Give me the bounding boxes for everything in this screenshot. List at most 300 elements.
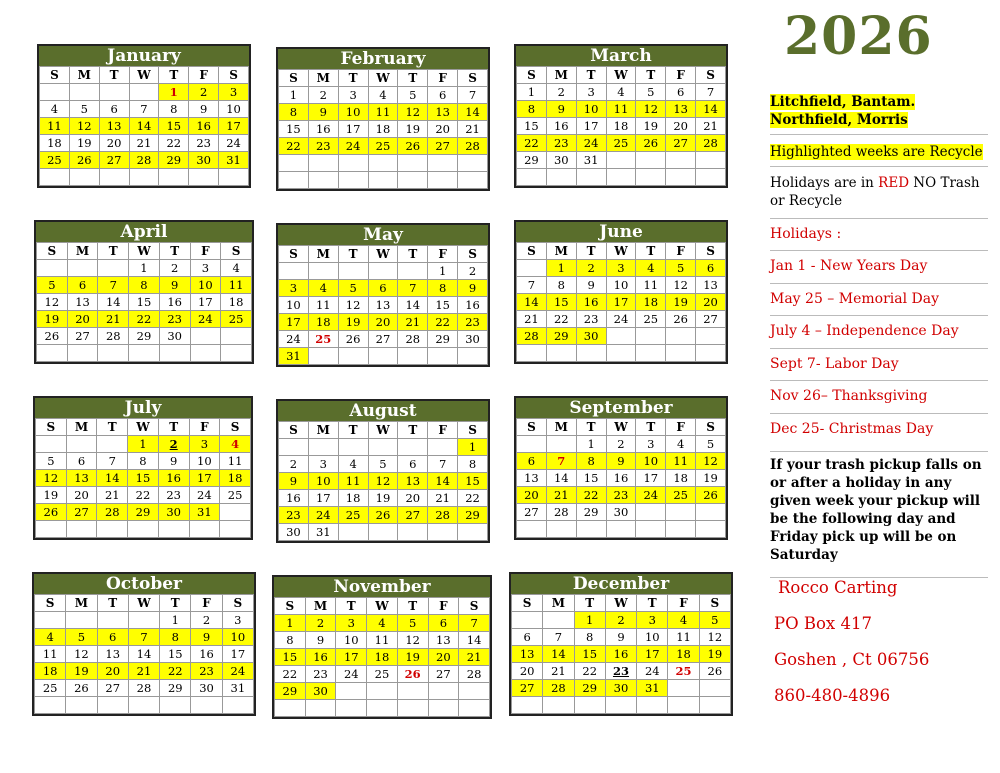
day-cell: 1 xyxy=(129,260,160,277)
empty-cell xyxy=(367,700,398,717)
empty-cell xyxy=(398,348,428,365)
day-cell: 17 xyxy=(606,294,636,311)
day-cell: 21 xyxy=(543,663,574,680)
day-cell: 4 xyxy=(35,629,66,646)
day-cell: 14 xyxy=(517,294,547,311)
empty-cell xyxy=(398,263,428,280)
month-august xyxy=(276,399,490,543)
day-cell: 29 xyxy=(159,152,189,169)
day-cell: 7 xyxy=(129,101,159,118)
weekday-header: T xyxy=(398,422,428,439)
day-cell: 31 xyxy=(576,152,606,169)
day-cell: 8 xyxy=(159,101,189,118)
day-cell: 27 xyxy=(368,331,398,348)
day-cell: 30 xyxy=(576,328,606,345)
day-cell: 8 xyxy=(275,632,306,649)
day-cell: 20 xyxy=(99,135,129,152)
day-cell: 14 xyxy=(128,646,159,663)
day-cell: 27 xyxy=(428,138,458,155)
day-cell: 14 xyxy=(398,297,428,314)
day-cell: 18 xyxy=(35,663,66,680)
empty-cell xyxy=(428,172,458,189)
day-cell: 10 xyxy=(308,473,338,490)
weekday-header: F xyxy=(666,243,696,260)
empty-cell xyxy=(308,155,338,172)
day-cell: 24 xyxy=(338,138,368,155)
weekday-header: W xyxy=(128,595,159,612)
day-cell: 21 xyxy=(129,135,159,152)
day-cell: 4 xyxy=(636,260,666,277)
weekday-header: W xyxy=(367,598,398,615)
empty-cell xyxy=(128,612,159,629)
empty-cell xyxy=(666,328,696,345)
day-cell: 11 xyxy=(368,104,398,121)
empty-cell xyxy=(66,521,97,538)
empty-cell xyxy=(398,155,428,172)
day-cell: 13 xyxy=(99,118,129,135)
day-cell: 6 xyxy=(512,629,543,646)
day-cell: 10 xyxy=(222,629,253,646)
weekday-header: T xyxy=(637,595,668,612)
month-january xyxy=(37,44,251,188)
day-cell: 30 xyxy=(189,152,219,169)
day-cell: 3 xyxy=(279,280,309,297)
day-cell: 17 xyxy=(190,294,221,311)
day-cell: 5 xyxy=(338,280,368,297)
day-cell: 2 xyxy=(546,84,576,101)
day-cell: 12 xyxy=(338,297,368,314)
weekday-header: S xyxy=(37,243,68,260)
empty-cell xyxy=(275,700,306,717)
day-cell: 10 xyxy=(338,104,368,121)
month-title: June xyxy=(516,222,726,242)
empty-cell xyxy=(66,612,97,629)
day-cell: 23 xyxy=(189,135,219,152)
day-cell: 15 xyxy=(576,470,606,487)
empty-cell xyxy=(221,345,252,362)
day-cell: 1 xyxy=(546,260,576,277)
day-cell: 12 xyxy=(368,473,398,490)
day-cell: 13 xyxy=(97,646,128,663)
weekday-header: T xyxy=(576,67,606,84)
day-cell: 20 xyxy=(696,294,726,311)
day-cell: 5 xyxy=(398,87,428,104)
day-cell: 13 xyxy=(666,101,696,118)
day-cell: 19 xyxy=(338,314,368,331)
month-october xyxy=(32,572,256,716)
empty-cell xyxy=(636,328,666,345)
pickup-rule: If your trash pickup falls on or after a holiday in any given week your pickup will be the following day and Friday pick up will be on Saturday xyxy=(770,451,988,564)
empty-cell xyxy=(397,683,428,700)
empty-cell xyxy=(668,680,699,697)
day-cell: 22 xyxy=(128,487,159,504)
empty-cell xyxy=(279,263,309,280)
day-cell: 4 xyxy=(606,84,636,101)
day-cell: 11 xyxy=(606,101,636,118)
day-cell: 29 xyxy=(160,680,191,697)
month-title: April xyxy=(36,222,252,242)
day-cell: 4 xyxy=(367,615,398,632)
day-cell: 7 xyxy=(128,629,159,646)
day-cell: 18 xyxy=(636,294,666,311)
day-cell: 26 xyxy=(69,152,99,169)
day-cell: 24 xyxy=(189,487,220,504)
day-cell: 16 xyxy=(606,470,636,487)
day-cell: 26 xyxy=(36,504,67,521)
empty-cell xyxy=(696,521,726,538)
weekday-header: W xyxy=(605,595,636,612)
day-cell: 13 xyxy=(696,277,726,294)
day-cell: 13 xyxy=(368,297,398,314)
day-cell: 22 xyxy=(458,490,488,507)
empty-cell xyxy=(666,504,696,521)
day-cell: 1 xyxy=(576,436,606,453)
day-cell: 15 xyxy=(159,118,189,135)
weekday-header: W xyxy=(368,422,398,439)
weekday-header: S xyxy=(279,70,309,87)
empty-cell xyxy=(308,263,338,280)
empty-cell xyxy=(221,328,252,345)
day-cell: 29 xyxy=(517,152,547,169)
day-cell: 26 xyxy=(666,311,696,328)
weekday-header: W xyxy=(129,243,160,260)
day-cell: 13 xyxy=(66,470,97,487)
day-cell: 17 xyxy=(336,649,367,666)
empty-cell xyxy=(696,169,726,186)
day-cell: 6 xyxy=(666,84,696,101)
weekday-header: S xyxy=(458,70,488,87)
day-cell: 8 xyxy=(128,453,159,470)
day-cell: 24 xyxy=(219,135,249,152)
day-cell: 9 xyxy=(605,629,636,646)
weekday-header: T xyxy=(398,246,428,263)
day-cell: 20 xyxy=(517,487,547,504)
day-cell: 17 xyxy=(636,470,666,487)
day-cell: 15 xyxy=(160,646,191,663)
empty-cell xyxy=(305,700,336,717)
day-cell: 24 xyxy=(222,663,253,680)
empty-cell xyxy=(129,84,159,101)
day-cell: 18 xyxy=(668,646,699,663)
day-cell: 7 xyxy=(459,615,490,632)
day-cell: 19 xyxy=(66,663,97,680)
day-cell: 4 xyxy=(666,436,696,453)
day-cell: 31 xyxy=(279,348,309,365)
weekday-header: T xyxy=(338,70,368,87)
day-cell: 1 xyxy=(574,612,605,629)
month-may xyxy=(276,223,490,367)
weekday-header: W xyxy=(368,70,398,87)
day-cell: 15 xyxy=(275,649,306,666)
day-cell: 22 xyxy=(428,314,458,331)
day-cell: 7 xyxy=(696,84,726,101)
day-cell: 20 xyxy=(398,490,428,507)
weekday-header: T xyxy=(160,595,191,612)
empty-cell xyxy=(666,521,696,538)
empty-cell xyxy=(458,348,488,365)
month-title: May xyxy=(278,225,488,245)
day-cell: 31 xyxy=(189,504,220,521)
month-title: March xyxy=(516,46,726,66)
empty-cell xyxy=(699,680,730,697)
empty-cell xyxy=(189,521,220,538)
day-cell: 16 xyxy=(308,121,338,138)
weekday-header: W xyxy=(606,67,636,84)
weekday-header: F xyxy=(668,595,699,612)
day-cell: 3 xyxy=(338,87,368,104)
day-cell: 28 xyxy=(458,138,488,155)
day-cell: 12 xyxy=(66,646,97,663)
day-cell: 28 xyxy=(98,328,129,345)
day-cell: 23 xyxy=(305,666,336,683)
day-cell: 20 xyxy=(67,311,98,328)
day-cell: 13 xyxy=(428,104,458,121)
empty-cell xyxy=(668,697,699,714)
day-cell: 2 xyxy=(158,436,189,453)
day-cell: 21 xyxy=(696,118,726,135)
empty-cell xyxy=(36,521,67,538)
day-cell: 8 xyxy=(458,456,488,473)
day-cell: 28 xyxy=(459,666,490,683)
day-cell: 24 xyxy=(308,507,338,524)
day-cell: 20 xyxy=(512,663,543,680)
day-cell: 16 xyxy=(158,470,189,487)
empty-cell xyxy=(517,169,547,186)
holiday-item: July 4 – Independence Day xyxy=(770,315,988,340)
day-cell: 11 xyxy=(308,297,338,314)
day-cell: 7 xyxy=(398,280,428,297)
day-cell: 15 xyxy=(129,294,160,311)
weekday-header: S xyxy=(512,595,543,612)
weekday-header: T xyxy=(159,67,189,84)
day-cell: 23 xyxy=(606,487,636,504)
day-cell: 24 xyxy=(637,663,668,680)
day-cell: 20 xyxy=(428,649,459,666)
day-cell: 26 xyxy=(699,663,730,680)
empty-cell xyxy=(37,345,68,362)
day-cell: 18 xyxy=(221,294,252,311)
weekday-header: T xyxy=(636,67,666,84)
weekday-header: S xyxy=(696,243,726,260)
day-cell: 2 xyxy=(189,84,219,101)
towns-line-2: Northfield, Morris xyxy=(770,112,908,128)
day-cell: 5 xyxy=(69,101,99,118)
weekday-header: T xyxy=(98,243,129,260)
day-cell: 3 xyxy=(219,84,249,101)
day-cell: 11 xyxy=(668,629,699,646)
day-cell: 29 xyxy=(574,680,605,697)
day-cell: 11 xyxy=(636,277,666,294)
day-cell: 18 xyxy=(308,314,338,331)
empty-cell xyxy=(40,169,70,186)
day-cell: 6 xyxy=(66,453,97,470)
day-cell: 16 xyxy=(189,118,219,135)
day-cell: 12 xyxy=(666,277,696,294)
empty-cell xyxy=(666,169,696,186)
day-cell: 17 xyxy=(279,314,309,331)
day-cell: 27 xyxy=(99,152,129,169)
month-july xyxy=(33,396,253,540)
empty-cell xyxy=(398,524,428,541)
day-cell: 29 xyxy=(458,507,488,524)
holiday-note-red: RED xyxy=(878,175,910,191)
empty-cell xyxy=(99,169,129,186)
day-cell: 3 xyxy=(189,436,220,453)
weekday-header: T xyxy=(338,246,368,263)
empty-cell xyxy=(458,172,488,189)
empty-cell xyxy=(308,348,338,365)
empty-cell xyxy=(546,521,576,538)
day-cell: 4 xyxy=(368,87,398,104)
day-cell: 6 xyxy=(67,277,98,294)
weekday-header: S xyxy=(36,419,67,436)
weekday-header: S xyxy=(35,595,66,612)
empty-cell xyxy=(696,345,726,362)
empty-cell xyxy=(428,700,459,717)
weekday-header: T xyxy=(576,419,606,436)
month-april xyxy=(34,220,254,364)
day-cell: 14 xyxy=(546,470,576,487)
day-cell: 12 xyxy=(398,104,428,121)
weekday-header: S xyxy=(696,67,726,84)
month-november xyxy=(272,575,492,719)
day-cell: 11 xyxy=(35,646,66,663)
recycle-note xyxy=(770,134,988,161)
day-cell: 25 xyxy=(308,331,338,348)
day-cell: 31 xyxy=(219,152,249,169)
day-cell: 15 xyxy=(279,121,309,138)
day-cell: 9 xyxy=(308,104,338,121)
holiday-item: Sept 7- Labor Day xyxy=(770,348,988,373)
day-cell: 17 xyxy=(338,121,368,138)
month-february xyxy=(276,47,490,191)
day-cell: 9 xyxy=(546,101,576,118)
day-cell: 5 xyxy=(36,453,67,470)
day-cell: 6 xyxy=(428,87,458,104)
empty-cell xyxy=(98,345,129,362)
day-cell: 7 xyxy=(428,456,458,473)
empty-cell xyxy=(543,612,574,629)
empty-cell xyxy=(128,697,159,714)
empty-cell xyxy=(398,172,428,189)
day-cell: 21 xyxy=(546,487,576,504)
day-cell: 2 xyxy=(191,612,222,629)
empty-cell xyxy=(576,521,606,538)
day-cell: 6 xyxy=(398,456,428,473)
day-cell: 11 xyxy=(221,277,252,294)
day-cell: 28 xyxy=(129,152,159,169)
day-cell: 2 xyxy=(606,436,636,453)
day-cell: 18 xyxy=(338,490,368,507)
weekday-header: T xyxy=(97,595,128,612)
day-cell: 8 xyxy=(574,629,605,646)
day-cell: 20 xyxy=(428,121,458,138)
day-cell: 4 xyxy=(221,260,252,277)
day-cell: 13 xyxy=(398,473,428,490)
weekday-header: T xyxy=(97,419,128,436)
day-cell: 8 xyxy=(517,101,547,118)
day-cell: 19 xyxy=(666,294,696,311)
empty-cell xyxy=(222,697,253,714)
empty-cell xyxy=(546,436,576,453)
day-cell: 12 xyxy=(397,632,428,649)
day-cell: 6 xyxy=(99,101,129,118)
day-cell: 6 xyxy=(696,260,726,277)
day-cell: 9 xyxy=(606,453,636,470)
day-cell: 12 xyxy=(699,629,730,646)
day-cell: 21 xyxy=(398,314,428,331)
day-cell: 31 xyxy=(308,524,338,541)
empty-cell xyxy=(368,263,398,280)
day-cell: 18 xyxy=(40,135,70,152)
day-cell: 7 xyxy=(98,277,129,294)
day-cell: 1 xyxy=(160,612,191,629)
empty-cell xyxy=(190,345,221,362)
day-cell: 5 xyxy=(696,436,726,453)
day-cell: 3 xyxy=(636,436,666,453)
day-cell: 15 xyxy=(574,646,605,663)
month-title: October xyxy=(34,574,254,594)
weekday-header: W xyxy=(129,67,159,84)
empty-cell xyxy=(543,697,574,714)
po-box: PO Box 417 xyxy=(774,614,872,633)
day-cell: 8 xyxy=(279,104,309,121)
day-cell: 19 xyxy=(398,121,428,138)
empty-cell xyxy=(336,700,367,717)
day-cell: 10 xyxy=(279,297,309,314)
day-cell: 16 xyxy=(546,118,576,135)
empty-cell xyxy=(458,524,488,541)
day-cell: 8 xyxy=(129,277,160,294)
weekday-header: S xyxy=(279,246,309,263)
empty-cell xyxy=(158,521,189,538)
empty-cell xyxy=(636,521,666,538)
weekday-header: F xyxy=(190,243,221,260)
day-cell: 10 xyxy=(637,629,668,646)
holiday-item: Jan 1 - New Years Day xyxy=(770,250,988,275)
weekday-header: S xyxy=(219,67,249,84)
weekday-header: T xyxy=(338,422,368,439)
day-cell: 25 xyxy=(221,311,252,328)
day-cell: 27 xyxy=(66,504,97,521)
day-cell: 26 xyxy=(398,138,428,155)
day-cell: 24 xyxy=(576,135,606,152)
empty-cell xyxy=(338,348,368,365)
month-title: July xyxy=(35,398,251,418)
empty-cell xyxy=(129,169,159,186)
weekday-header: T xyxy=(574,595,605,612)
day-cell: 13 xyxy=(428,632,459,649)
day-cell: 25 xyxy=(368,138,398,155)
weekday-header: S xyxy=(40,67,70,84)
weekday-header: T xyxy=(336,598,367,615)
day-cell: 30 xyxy=(606,504,636,521)
empty-cell xyxy=(458,155,488,172)
day-cell: 1 xyxy=(159,84,189,101)
day-cell: 16 xyxy=(279,490,309,507)
weekday-header: S xyxy=(279,422,309,439)
weekday-header: S xyxy=(458,246,488,263)
day-cell: 28 xyxy=(428,507,458,524)
day-cell: 7 xyxy=(458,87,488,104)
day-cell: 1 xyxy=(275,615,306,632)
day-cell: 7 xyxy=(543,629,574,646)
weekday-header: F xyxy=(428,422,458,439)
day-cell: 19 xyxy=(37,311,68,328)
day-cell: 25 xyxy=(636,311,666,328)
day-cell: 26 xyxy=(368,507,398,524)
day-cell: 26 xyxy=(338,331,368,348)
